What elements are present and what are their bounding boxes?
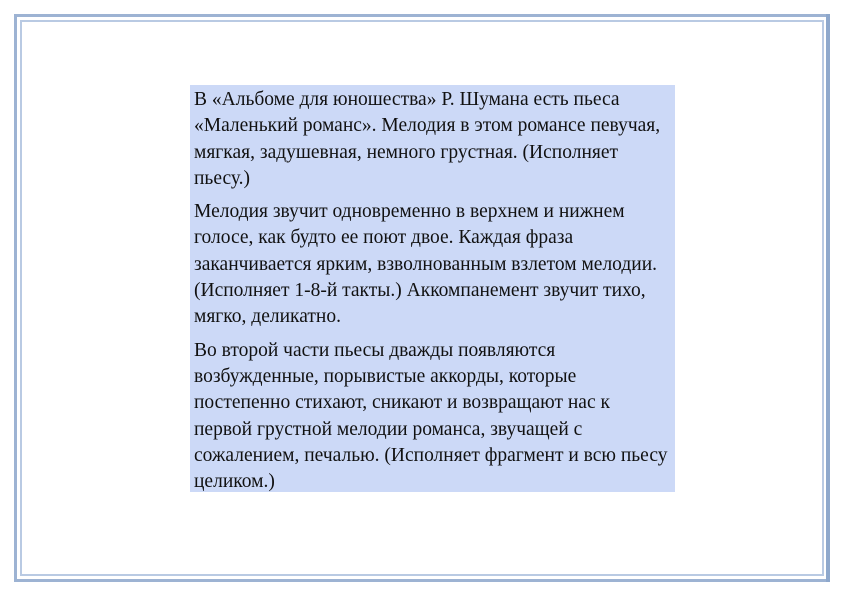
paragraph-1: В «Альбоме для юношества» Р. Шумана есть пьеса «Маленький романс». Мелодия в этом романсе певучая, мягкая, задушевная, немного грустная. (Исполняет пьесу.)	[194, 89, 661, 189]
paragraph-2: Мелодия звучит одновременно в верхнем и нижнем голосе, как будто ее поют двое. Каждая фраза заканчивается ярким, взволнованным взлетом мелодии. (Исполняет 1-8-й такты.) Аккомпанемент звучит тихо, мягко, деликатно.	[194, 201, 658, 328]
text-box	[190, 85, 675, 492]
slide-frame-shadow	[826, 14, 830, 582]
paragraph-3: Во второй части пьесы дважды появляются возбужденные, порывистые аккорды, которые постепенно стихают, сникают и возвращают нас к первой грустной мелодии романса, звучащей с сожалением, печалью. (Исполняет фрагмент и всю пьесу целиком.)	[194, 339, 668, 493]
